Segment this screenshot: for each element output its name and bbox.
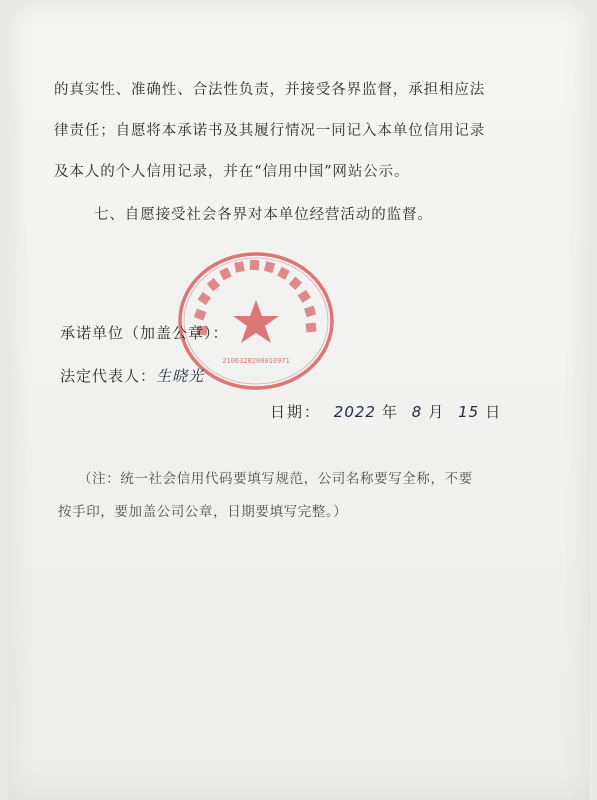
note-line-2: 按手印，要加盖公司公章，日期要填写完整。） <box>58 504 348 520</box>
date-month-unit: 月 <box>428 403 446 421</box>
seal-code-text: 2106320200010971 <box>222 357 290 365</box>
date-month-handwritten: 8 <box>411 403 423 421</box>
body-line-2: 律责任；自愿将本承诺书及其履行情况一同记入本单位信用记录 <box>54 123 486 139</box>
legal-representative-label: 法定代表人： <box>60 367 157 385</box>
date-day-handwritten: 15 <box>458 403 480 421</box>
committing-unit-label: 承诺单位（加盖公章）： <box>60 324 229 342</box>
date-year-handwritten: 2022 <box>333 403 376 421</box>
legal-representative-row <box>60 365 204 386</box>
note-line-1: （注：统一社会信用代码要填写规范，公司名称要写全称，不要 <box>78 471 473 487</box>
body-line-3: 及本人的个人信用记录，并在“信用中国”网站公示。 <box>54 164 410 180</box>
body-line-1: 的真实性、准确性、合法性负责，并接受各界监督，承担相应法 <box>54 82 486 98</box>
representative-signature: 生晓光 <box>156 367 205 385</box>
document-page <box>8 0 590 800</box>
date-label: 日期： <box>270 403 322 421</box>
date-year-unit: 年 <box>381 403 399 421</box>
date-row <box>270 401 502 422</box>
date-day-unit: 日 <box>485 403 503 421</box>
body-line-4: 七、自愿接受社会各界对本单位经营活动的监督。 <box>94 207 433 223</box>
